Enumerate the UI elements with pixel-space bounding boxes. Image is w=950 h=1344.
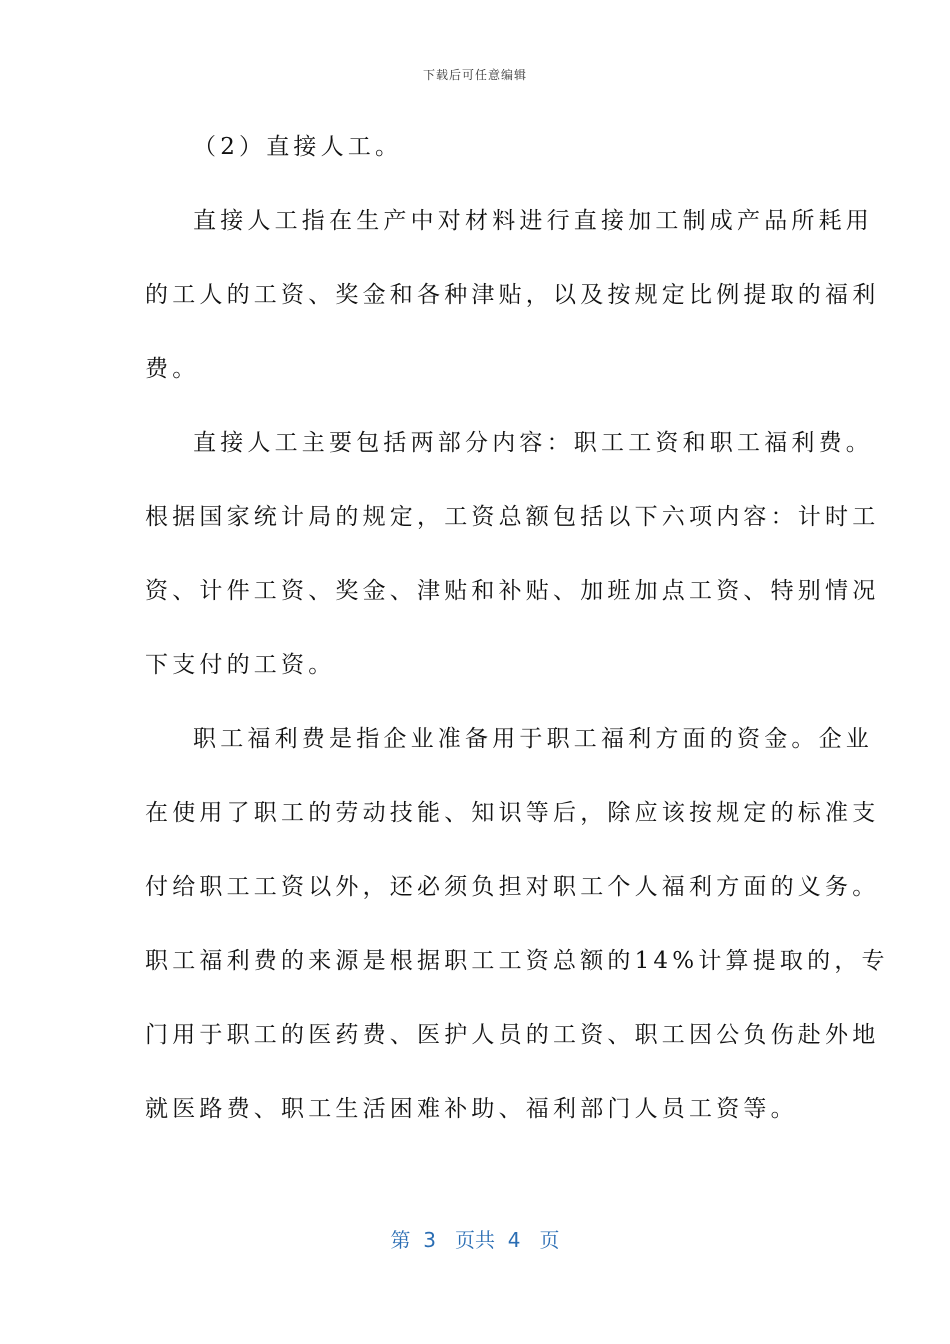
paragraph-line: 就医路费、职工生活困难补助、福利部门人员工资等。 [145,1096,798,1122]
document-body [145,110,889,1146]
paragraph-line: 资、计件工资、奖金、津贴和补贴、加班加点工资、特别情况 [145,578,880,604]
paragraph-line: 直接人工主要包括两部分内容：职工工资和职工福利费。 [193,430,873,456]
section-heading: （2）直接人工。 [193,134,403,160]
paragraph-line: 直接人工指在生产中对材料进行直接加工制成产品所耗用 [193,208,873,234]
page-number-footer: 第 3 页共 4 页 [390,1228,560,1252]
paragraph-line: 在使用了职工的劳动技能、知识等后，除应该按规定的标准支 [145,800,880,826]
paragraph-line: 付给职工工资以外，还必须负担对职工个人福利方面的义务。 [145,874,880,900]
paragraph-line: 的工人的工资、奖金和各种津贴，以及按规定比例提取的福利 [145,282,880,308]
paragraph-line: 职工福利费是指企业准备用于职工福利方面的资金。企业 [193,726,873,752]
paragraph-line: 根据国家统计局的规定，工资总额包括以下六项内容：计时工 [145,504,880,530]
paragraph-line: 门用于职工的医药费、医护人员的工资、职工因公负伤赴外地 [145,1022,880,1048]
paragraph-line: 费。 [145,356,200,382]
page-header-note: 下载后可任意编辑 [422,68,527,82]
paragraph-line: 下支付的工资。 [145,652,336,678]
paragraph-line: 职工福利费的来源是根据职工工资总额的14%计算提取的，专 [145,948,889,974]
